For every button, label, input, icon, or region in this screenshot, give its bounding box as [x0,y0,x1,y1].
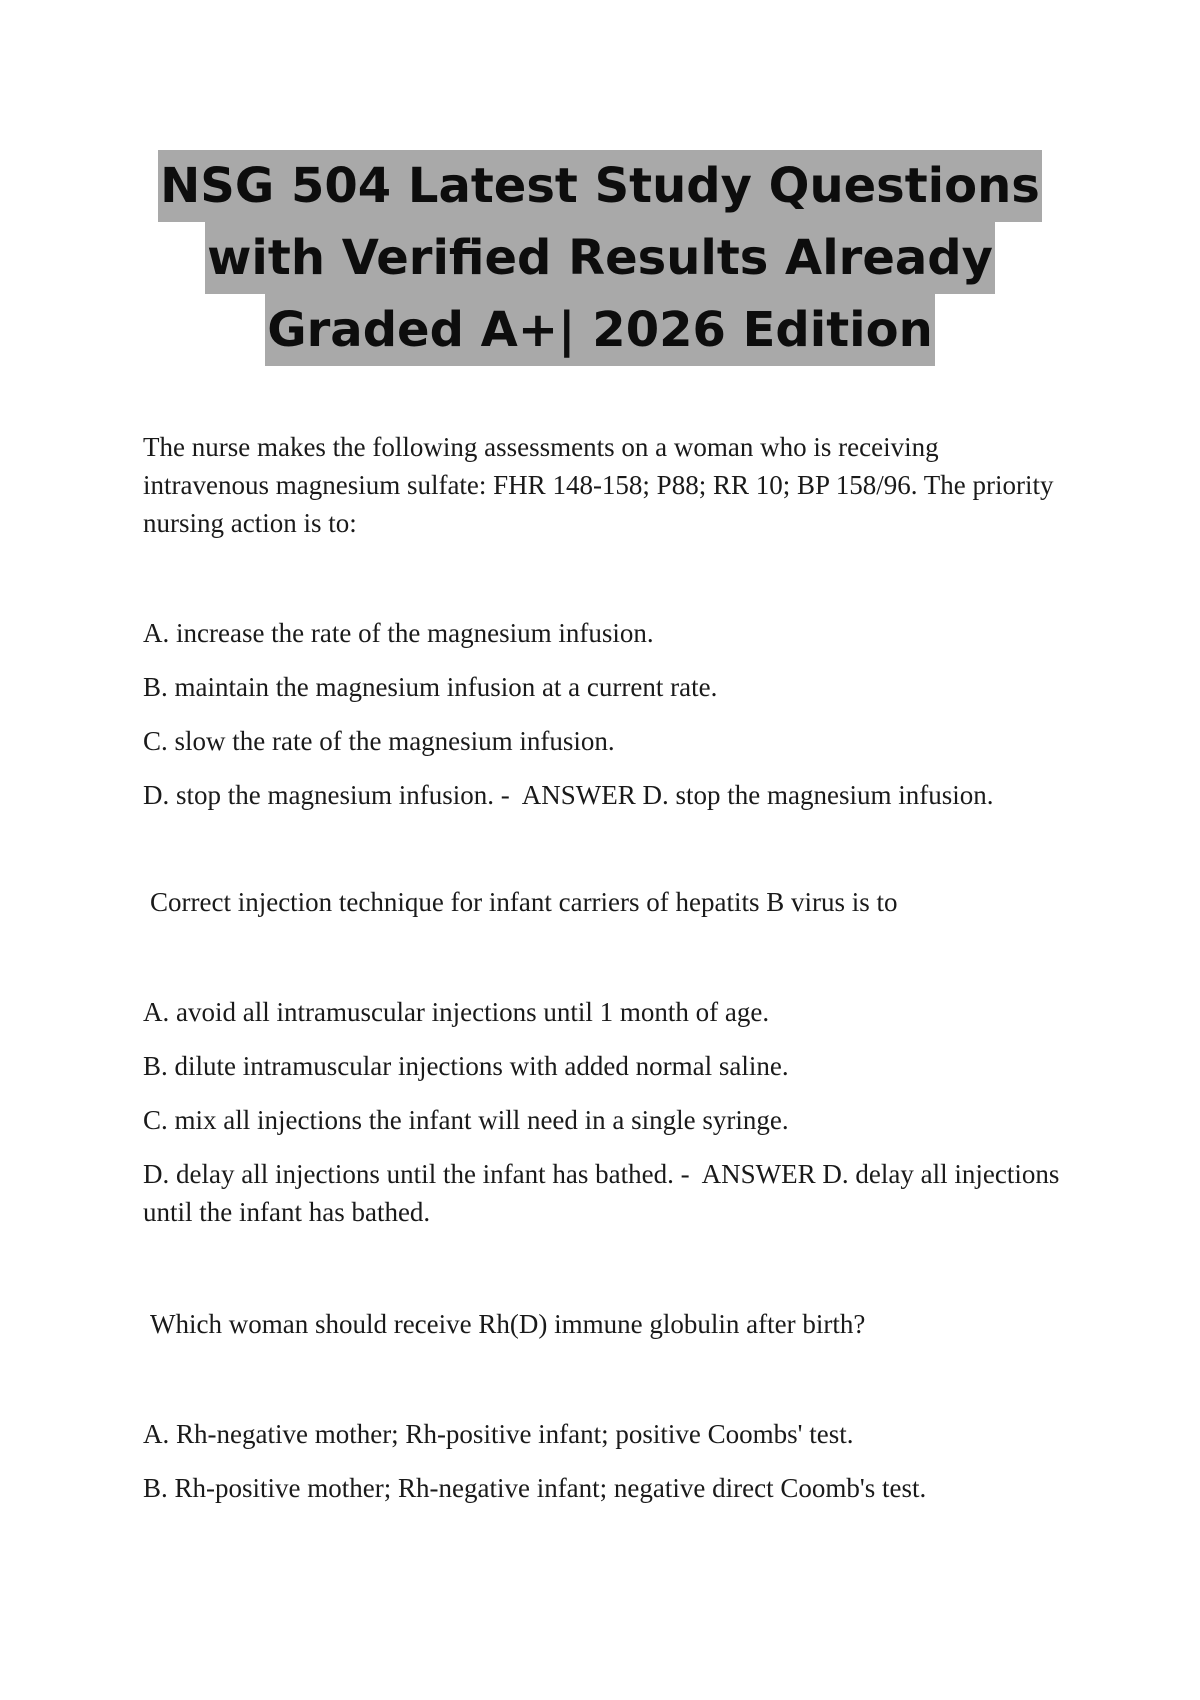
question-3-option-a: A. Rh-negative mother; Rh-positive infant; positive Coombs' test. [143,1419,854,1449]
question-1-option-d [143,776,1063,814]
question-1-answer-separator: - [493,780,522,810]
question-2 [143,883,1063,1247]
title-line-3: Graded A+| 2026 Edition [265,294,935,366]
question-2-option-d-text: D. delay all injections until the infant has bathed. [143,1159,674,1189]
question-2-answer: ANSWER D. delay all injections until the infant has bathed. [143,1159,1060,1227]
question-2-stem: Correct injection technique for infant carriers of hepatits B virus is to [150,887,898,917]
question-3 [143,1305,1063,1523]
question-3-stem: Which woman should receive Rh(D) immune globulin after birth? [150,1309,866,1339]
question-1-option-c: C. slow the rate of the magnesium infusion. [143,726,615,756]
question-2-options [143,993,1063,1231]
question-1 [143,428,1063,830]
question-2-option-b: B. dilute intramuscular injections with added normal saline. [143,1051,789,1081]
question-1-option-b: B. maintain the magnesium infusion at a current rate. [143,672,718,702]
question-1-options [143,614,1063,814]
question-3-options [143,1415,1063,1507]
question-2-option-a: A. avoid all intramuscular injections until 1 month of age. [143,997,770,1027]
question-3-option-b: B. Rh-positive mother; Rh-negative infant; negative direct Coomb's test. [143,1473,927,1503]
document-title [100,150,1100,366]
question-2-option-c: C. mix all injections the infant will need in a single syringe. [143,1105,789,1135]
question-1-option-a: A. increase the rate of the magnesium infusion. [143,618,654,648]
question-1-stem: The nurse makes the following assessments on a woman who is receiving intravenous magnesium sulfate: FHR 148-158; P88; RR 10; BP 158/96. The priority nursing action is to: [143,432,1054,538]
question-1-option-d-text: D. stop the magnesium infusion. [143,780,494,810]
title-line-1: NSG 504 Latest Study Questions [158,150,1042,222]
question-2-option-d [143,1155,1063,1231]
title-line-2: with Verified Results Already [205,222,995,294]
question-2-answer-separator: - [673,1159,702,1189]
question-1-answer: ANSWER D. stop the magnesium infusion. [521,780,994,810]
